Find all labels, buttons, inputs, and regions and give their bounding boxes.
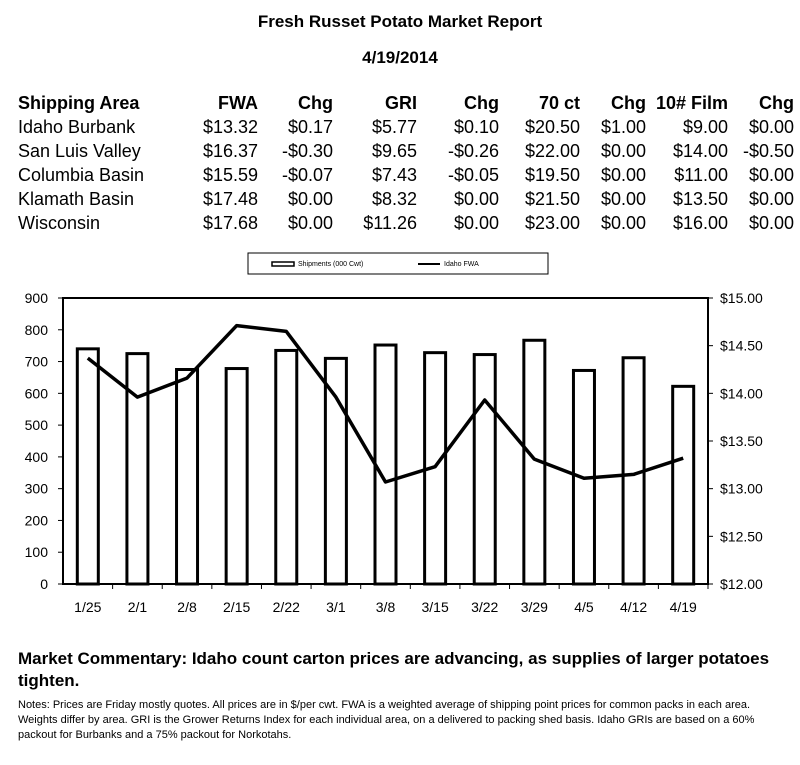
table-cell: $1.00 [600, 116, 646, 137]
table-row [18, 115, 794, 139]
table-row [18, 187, 794, 211]
price-table-header-row [18, 91, 794, 115]
col-header-fwa-chg: Chg [298, 92, 333, 113]
table-cell: $20.50 [524, 116, 580, 137]
table-cell: $0.10 [453, 116, 499, 137]
shipments-bar [127, 354, 148, 584]
table-cell: $0.00 [600, 164, 646, 185]
table-cell: Columbia Basin [18, 164, 145, 185]
shipments-bar [673, 386, 694, 584]
table-cell: $23.00 [524, 212, 580, 233]
shipments-bar [276, 350, 297, 584]
left-axis-tick-label: 800 [24, 321, 48, 338]
table-cell: -$0.26 [447, 140, 499, 161]
right-axis [708, 290, 763, 592]
table-cell: $0.17 [287, 116, 333, 137]
table-cell: $0.00 [600, 188, 646, 209]
table-cell: $0.00 [748, 164, 794, 185]
left-axis-tick-label: 400 [24, 448, 48, 465]
table-row [18, 163, 794, 187]
table-cell: $17.68 [202, 212, 258, 233]
table-cell: -$0.07 [281, 164, 333, 185]
shipments-bar [77, 349, 98, 584]
table-cell: $17.48 [202, 188, 258, 209]
x-axis-tick-label: 2/1 [127, 599, 148, 615]
right-axis-tick-label: $13.50 [720, 433, 763, 449]
legend-swatch-shipments [272, 262, 294, 266]
col-header-gri: GRI [384, 92, 417, 113]
table-cell: $5.77 [371, 116, 417, 137]
shipments-bar [177, 370, 198, 585]
table-cell: $0.00 [748, 116, 794, 137]
x-axis [74, 584, 708, 615]
col-header-70ct-chg: Chg [611, 92, 646, 113]
table-cell: $13.50 [672, 188, 728, 209]
table-cell: -$0.50 [742, 140, 794, 161]
table-cell: Idaho Burbank [18, 116, 136, 137]
right-axis-tick-label: $14.00 [720, 385, 763, 402]
x-axis-tick-label: 3/1 [326, 599, 346, 615]
x-axis-tick-label: 3/15 [421, 599, 449, 615]
x-axis-tick-label: 4/5 [574, 599, 594, 615]
table-cell: $21.50 [524, 188, 580, 209]
left-axis-tick-label: 300 [24, 480, 48, 497]
shipments-fwa-chart [0, 248, 800, 618]
legend-label-idaho-fwa: Idaho FWA [444, 261, 479, 268]
table-cell: $19.50 [524, 164, 580, 185]
table-cell: $0.00 [748, 212, 794, 233]
table-cell: $0.00 [453, 212, 499, 233]
table-cell: -$0.05 [447, 164, 499, 185]
x-axis-tick-label: 3/8 [375, 599, 396, 615]
table-cell: $0.00 [287, 188, 333, 209]
table-cell: $14.00 [672, 140, 728, 161]
table-cell: $0.00 [600, 212, 646, 233]
left-axis-tick-label: 900 [24, 290, 48, 306]
table-row [18, 211, 794, 235]
left-axis-tick-label: 100 [24, 544, 48, 561]
report-date: 4/19/2014 [362, 48, 438, 67]
shipments-bars [77, 340, 693, 584]
x-axis-tick-label: 1/25 [74, 599, 102, 615]
price-table [18, 91, 794, 235]
x-axis-tick-label: 2/8 [177, 599, 197, 615]
table-cell: $0.00 [453, 188, 499, 209]
table-cell: $16.37 [202, 140, 258, 161]
x-axis-tick-label: 4/12 [619, 599, 648, 615]
table-cell: $0.00 [600, 140, 646, 161]
table-cell: $11.26 [363, 212, 417, 233]
x-axis-tick-label: 2/22 [272, 599, 300, 615]
table-cell: $7.43 [371, 164, 417, 185]
left-axis-tick-label: 200 [24, 512, 48, 529]
table-cell: $13.32 [202, 116, 258, 137]
col-header-shipping-area: Shipping Area [18, 92, 140, 113]
left-axis-tick-label: 700 [24, 353, 48, 370]
table-cell: $0.00 [748, 188, 794, 209]
col-header-10-film: 10# Film [655, 92, 728, 113]
shipments-bar [226, 369, 247, 584]
shipments-bar [375, 345, 396, 584]
table-cell: -$0.30 [281, 140, 333, 161]
notes: Notes: Prices are Friday mostly quotes. All prices are in $/per cwt. FWA is a weighted average of shipping point prices for common packs in each area. Weights differ by area. GRI is the Grower Returns Index for each individual area, on a delivered to packing shed basis. Idaho GRIs are based on a 60% packout for Burbanks and a 75% packout for Norkotahs. [18, 699, 755, 741]
table-cell: $9.00 [682, 116, 728, 137]
report-title: Fresh Russet Potato Market Report [257, 12, 543, 31]
left-axis-tick-label: 600 [24, 385, 48, 402]
shipments-bar [474, 355, 495, 584]
table-row [18, 139, 794, 163]
x-axis-tick-label: 4/19 [669, 599, 697, 615]
right-axis-tick-label: $13.00 [720, 480, 763, 497]
table-cell: $0.00 [287, 212, 333, 233]
x-axis-tick-label: 3/29 [520, 599, 548, 615]
left-axis-tick-label: 0 [40, 576, 48, 592]
table-cell: San Luis Valley [18, 140, 141, 161]
x-axis-tick-label: 2/15 [223, 599, 251, 615]
table-cell: $15.59 [202, 164, 258, 185]
right-axis-tick-label: $15.00 [720, 290, 763, 306]
col-header-10-film-chg: Chg [759, 92, 794, 113]
x-axis-tick-label: 3/22 [471, 599, 499, 615]
table-cell: Klamath Basin [18, 188, 135, 209]
right-axis-tick-label: $14.50 [720, 337, 763, 354]
shipments-bar [325, 358, 346, 584]
right-axis-tick-label: $12.00 [720, 576, 763, 592]
table-cell: $22.00 [524, 140, 580, 161]
table-cell: $9.65 [371, 140, 417, 161]
table-cell: $8.32 [371, 188, 417, 209]
chart-legend [248, 253, 548, 274]
left-axis-tick-label: 500 [24, 417, 48, 434]
right-axis-tick-label: $12.50 [720, 528, 763, 545]
col-header-gri-chg: Chg [464, 92, 499, 113]
table-cell: $11.00 [674, 164, 728, 185]
market-commentary: Market Commentary: Idaho count carton prices are advancing, as supplies of larger potatoes tighten. [18, 649, 770, 690]
col-header-fwa: FWA [218, 92, 258, 113]
table-cell: $16.00 [672, 212, 728, 233]
col-header-70ct: 70 ct [538, 92, 580, 113]
table-cell: Wisconsin [18, 212, 101, 233]
legend-label-shipments: Shipments (000 Cwt) [298, 261, 364, 268]
left-axis [25, 290, 63, 592]
